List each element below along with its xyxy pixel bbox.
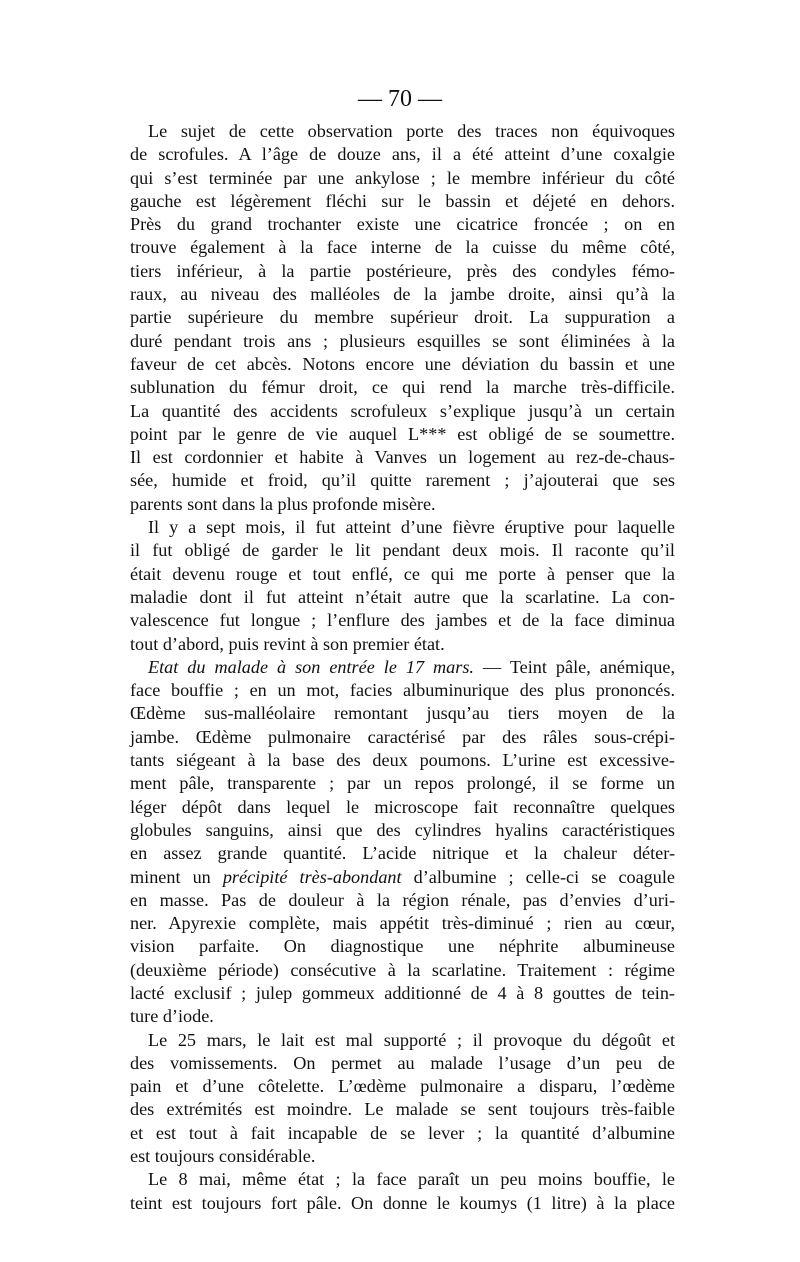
text-line-content: ture d’iode.	[130, 1006, 214, 1027]
text-line-content: des vomissements. On permet au malade l’usage d’un peu de	[130, 1052, 675, 1073]
text-line-content: raux, au niveau des malléoles de la jambe droite, ainsi qu’à la	[130, 284, 675, 305]
text-line-content: trouve également à la face interne de la cuisse du même côté,	[130, 237, 675, 258]
text-line-prefix: minent un	[130, 866, 223, 887]
text-line-content: — Teint pâle, anémique,	[473, 656, 675, 677]
italic-phrase: précipité très-abondant	[222, 866, 402, 887]
text-line	[130, 213, 675, 236]
text-line	[130, 609, 675, 632]
text-line-content: Le 25 mars, le lait est mal supporté ; il provoque du dégoût et	[148, 1029, 675, 1050]
text-line	[130, 1122, 675, 1145]
text-line	[130, 1075, 675, 1098]
text-line	[130, 1098, 675, 1121]
text-line-content: ner. Apyrexie complète, mais appétit très-diminué ; rien au cœur,	[130, 913, 675, 934]
text-line-content: sée, humide et froid, qu’il quitte rarement ; j’ajouterai que ses	[130, 470, 675, 491]
text-line	[130, 400, 675, 423]
text-line-content: point par le genre de vie auquel L*** est obligé de se soumettre.	[130, 423, 675, 444]
text-line	[130, 1029, 675, 1052]
text-line-content: Près du grand trochanter existe une cicatrice froncée ; on en	[130, 214, 675, 235]
text-line-content: La quantité des accidents scrofuleux s’explique jusqu’à un certain	[130, 400, 675, 421]
text-line-content: maladie dont il fut atteint n’était autre que la scarlatine. La con-	[130, 586, 675, 607]
text-line	[130, 167, 675, 190]
text-line-content: il fut obligé de garder le lit pendant deux mois. Il raconte qu’il	[130, 540, 675, 561]
text-line	[130, 772, 675, 795]
italic-phrase: Etat du malade à son entrée le 17 mars.	[148, 656, 474, 677]
text-line	[130, 446, 675, 469]
text-line	[130, 190, 675, 213]
text-line	[130, 469, 675, 492]
text-line	[130, 120, 675, 143]
text-line	[130, 516, 675, 539]
text-line-content: Il est cordonnier et habite à Vanves un logement au rez-de-chaus-	[130, 447, 675, 468]
text-line	[130, 586, 675, 609]
text-line	[130, 306, 675, 329]
text-line	[130, 656, 675, 679]
text-line	[130, 633, 675, 656]
text-line-content: en assez grande quantité. L’acide nitrique et la chaleur déter-	[130, 843, 675, 864]
text-line-content: des extrémités est moindre. Le malade se sent toujours très-faible	[130, 1099, 675, 1120]
text-line-content: (deuxième période) consécutive à la scarlatine. Traitement : régime	[130, 959, 675, 980]
text-line	[130, 283, 675, 306]
text-line-content: face bouffie ; en un mot, facies albuminurique des plus prononcés.	[130, 680, 675, 701]
text-line-content: est toujours considérable.	[130, 1146, 316, 1167]
text-line	[130, 912, 675, 935]
text-line-content: en masse. Pas de douleur à la région rénale, pas d’envies d’uri-	[130, 889, 675, 910]
text-line	[130, 749, 675, 772]
text-line-content: de scrofules. A l’âge de douze ans, il a été atteint d’une coxalgie	[130, 144, 675, 165]
text-line	[130, 935, 675, 958]
text-line	[130, 679, 675, 702]
text-line-content: tiers inférieur, à la partie postérieure, près des condyles fémo-	[130, 260, 675, 281]
text-line	[130, 143, 675, 166]
text-line-content: d’albumine ; celle-ci se coagule	[401, 866, 675, 887]
text-line	[130, 959, 675, 982]
text-line	[130, 889, 675, 912]
text-line	[130, 260, 675, 283]
text-line-content: était devenu rouge et tout enflé, ce qui me porte à penser que la	[130, 563, 675, 584]
text-line	[130, 796, 675, 819]
text-line	[130, 726, 675, 749]
text-line-content: partie supérieure du membre supérieur droit. La suppuration a	[130, 307, 675, 328]
text-line	[130, 982, 675, 1005]
text-line	[130, 236, 675, 259]
text-line	[130, 702, 675, 725]
text-line-content: et est tout à fait incapable de se lever ; la quantité d’albumine	[130, 1122, 675, 1143]
text-line	[130, 423, 675, 446]
text-line-content: tout d’abord, puis revint à son premier état.	[130, 633, 445, 654]
page-number: — 70 —	[358, 86, 442, 112]
text-line-content: Le 8 mai, même état ; la face paraît un peu moins bouffie, le	[148, 1169, 675, 1190]
text-line	[130, 539, 675, 562]
text-line-content: ment pâle, transparente ; par un repos prolongé, il se forme un	[130, 773, 675, 794]
text-line-content: sublunation du fémur droit, ce qui rend la marche très-difficile.	[130, 377, 675, 398]
text-line-content: faveur de cet abcès. Notons encore une déviation du bassin et une	[130, 353, 675, 374]
text-line	[130, 376, 675, 399]
body-text	[130, 120, 675, 1215]
text-line	[130, 1145, 675, 1168]
text-line	[130, 842, 675, 865]
text-line	[130, 1192, 675, 1215]
text-line	[130, 563, 675, 586]
text-line	[130, 353, 675, 376]
text-line-content: Il y a sept mois, il fut atteint d’une fièvre éruptive pour laquelle	[148, 517, 675, 538]
text-line	[130, 330, 675, 353]
text-line-content: valescence fut longue ; l’enflure des jambes et de la face diminua	[130, 610, 675, 631]
text-line-content: Œdème sus-malléolaire remontant jusqu’au tiers moyen de la	[130, 703, 675, 724]
text-line-content: qui s’est terminée par une ankylose ; le membre inférieur du côté	[130, 167, 675, 188]
text-line-content: lacté exclusif ; julep gommeux additionné de 4 à 8 gouttes de tein-	[130, 982, 675, 1003]
text-line-content: gauche est légèrement fléchi sur le bassin et déjeté en dehors.	[130, 190, 675, 211]
text-line-content: duré pendant trois ans ; plusieurs esquilles se sont éliminées à la	[130, 330, 675, 351]
text-line	[130, 493, 675, 516]
text-line	[130, 819, 675, 842]
text-line	[130, 866, 675, 889]
text-line-content: Le sujet de cette observation porte des traces non équivoques	[148, 121, 675, 141]
text-line-content: léger dépôt dans lequel le microscope fait reconnaître quelques	[130, 796, 675, 817]
text-line-content: parents sont dans la plus profonde misère.	[130, 493, 436, 514]
text-line	[130, 1005, 675, 1028]
text-line	[130, 1168, 675, 1191]
text-line-content: globules sanguins, ainsi que des cylindres hyalins caractéristiques	[130, 819, 675, 840]
text-line-content: jambe. Œdème pulmonaire caractérisé par des râles sous-crépi-	[130, 726, 675, 747]
text-line-content: teint est toujours fort pâle. On donne le koumys (1 litre) à la place	[130, 1192, 675, 1213]
text-line	[130, 1052, 675, 1075]
text-line-content: tants siégeant à la base des deux poumons. L’urine est excessive-	[130, 750, 675, 771]
text-line-content: vision parfaite. On diagnostique une néphrite albumineuse	[130, 936, 675, 957]
text-line-content: pain et d’une côtelette. L’œdème pulmonaire a disparu, l’œdème	[130, 1076, 675, 1097]
